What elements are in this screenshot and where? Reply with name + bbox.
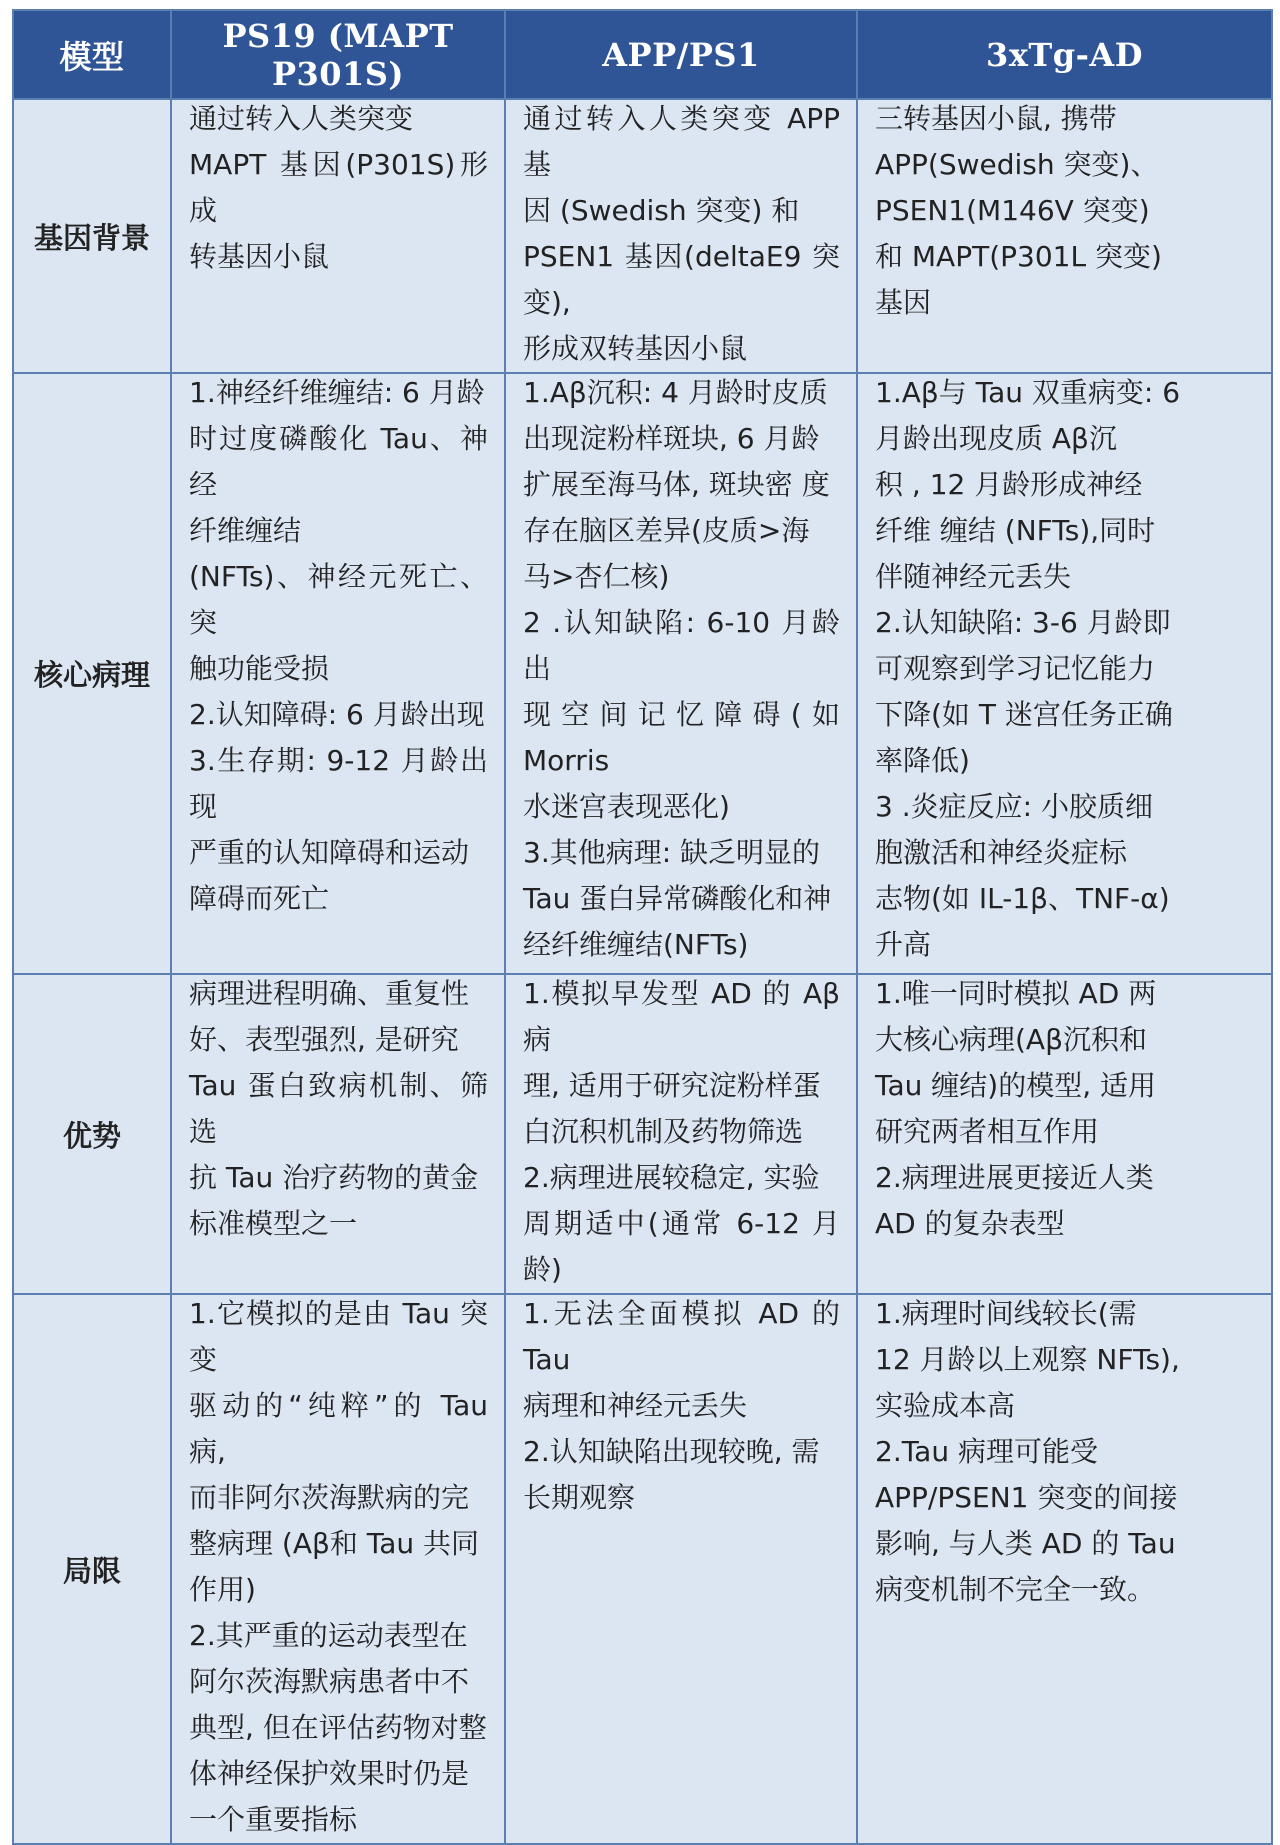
cell-text: 病理进程明确、重复性 好、表型强烈, 是研究 Tau 蛋白致病机制、筛选 抗 Tau 治疗药物的黄金 标准模型之一 — [189, 977, 488, 1240]
cell-text: 通过转入人类突变 APP 基 因 (Swedish 突变) 和 PSEN1 基因(deltaE9 突变), 形成双转基因小鼠 — [523, 102, 840, 365]
table-row-limitations — [13, 1294, 1272, 1844]
table-row-advantages — [13, 974, 1272, 1294]
table-row-core-pathology — [13, 373, 1272, 974]
cell-text: 1.无法全面模拟 AD 的 Tau 病理和神经元丢失 2.认知缺陷出现较晚, 需 长期观察 — [523, 1297, 840, 1514]
cell-text: 1.模拟早发型 AD 的 Aβ病 理, 适用于研究淀粉样蛋 白沉积机制及药物筛选 2.病理进展较稳定, 实验 周期适中(通常 6-12 月龄) — [523, 977, 840, 1286]
cell-app-ps1-limitations — [505, 1294, 857, 1844]
header-row — [13, 10, 1272, 99]
cell-text: 1.病理时间线较长(需 12 月龄以上观察 NFTs), 实验成本高 2.Tau 病理可能受 APP/PSEN1 突变的间接 影响, 与人类 AD 的 Tau 病变机制不完全一致。 — [875, 1297, 1180, 1606]
cell-text: 1.唯一同时模拟 AD 两 大核心病理(Aβ沉积和 Tau 缠结)的模型, 适用 研究两者相互作用 2.病理进展更接近人类 AD 的复杂表型 — [875, 977, 1157, 1240]
cell-text: 1.神经纤维缠结: 6 月龄 时过度磷酸化 Tau、神经 纤维缠结 (NFTs)、神经元死亡、突 触功能受损 2.认知障碍: 6 月龄出现 3.生存期: 9-12 月龄出现 严重的认知障碍和运动 障碍而死亡 — [189, 376, 488, 915]
cell-app-ps1-genetic-background — [505, 99, 857, 373]
row-label-core-pathology: 核心病理 — [13, 373, 171, 974]
model-comparison-table — [12, 9, 1273, 1845]
cell-text: 通过转入人类突变 MAPT 基因(P301S)形成 转基因小鼠 — [189, 102, 488, 273]
cell-3xtg-genetic-background — [857, 99, 1272, 373]
row-label-limitations: 局限 — [13, 1294, 171, 1844]
cell-text: 1.它模拟的是由 Tau 突变 驱动的“纯粹”的 Tau 病, 而非阿尔茨海默病的完 整病理 (Aβ和 Tau 共同 作用) 2.其严重的运动表型在 阿尔茨海默病患者中不 典型, 但在评估药物对整 体神经保护效果时仍是 一个重要指标 — [189, 1297, 488, 1836]
header-model: 模型 — [13, 10, 171, 99]
header-ps19: PS19 (MAPT P301S) — [171, 10, 505, 99]
cell-text: 三转基因小鼠, 携带 APP(Swedish 突变)、 PSEN1(M146V 突变) 和 MAPT(P301L 突变) 基因 — [875, 102, 1162, 319]
table-row-genetic-background — [13, 99, 1272, 373]
cell-ps19-advantages — [171, 974, 505, 1294]
cell-3xtg-advantages — [857, 974, 1272, 1294]
cell-3xtg-limitations — [857, 1294, 1272, 1844]
header-app-ps1: APP/PS1 — [505, 10, 857, 99]
cell-text: 1.Aβ与 Tau 双重病变: 6 月龄出现皮质 Aβ沉 积 , 12 月龄形成神经 纤维 缠结 (NFTs),同时 伴随神经元丢失 2.认知缺陷: 3-6 月龄即 可观察到学习记忆能力 下降(如 T 迷宫任务正确 率降低) 3 .炎症反应: 小胶质细 胞激活和神经炎症标 志物(如 IL-1β、TNF-α) 升高 — [875, 376, 1181, 961]
cell-ps19-genetic-background — [171, 99, 505, 373]
cell-text: 1.Aβ沉积: 4 月龄时皮质 出现淀粉样斑块, 6 月龄 扩展至海马体, 斑块密 度 存在脑区差异(皮质>海 马>杏仁核) 2 .认知缺陷: 6-10 月龄出 现空间记忆障碍(如 Morris 水迷宫表现恶化) 3.其他病理: 缺乏明显的 Tau 蛋白异常磷酸化和神 经纤维缠结(NFTs) — [523, 376, 840, 961]
cell-ps19-limitations — [171, 1294, 505, 1844]
cell-3xtg-core-pathology — [857, 373, 1272, 974]
cell-ps19-core-pathology — [171, 373, 505, 974]
cell-app-ps1-advantages — [505, 974, 857, 1294]
cell-app-ps1-core-pathology — [505, 373, 857, 974]
row-label-advantages: 优势 — [13, 974, 171, 1294]
row-label-genetic-background: 基因背景 — [13, 99, 171, 373]
header-3xtg-ad: 3xTg-AD — [857, 10, 1272, 99]
